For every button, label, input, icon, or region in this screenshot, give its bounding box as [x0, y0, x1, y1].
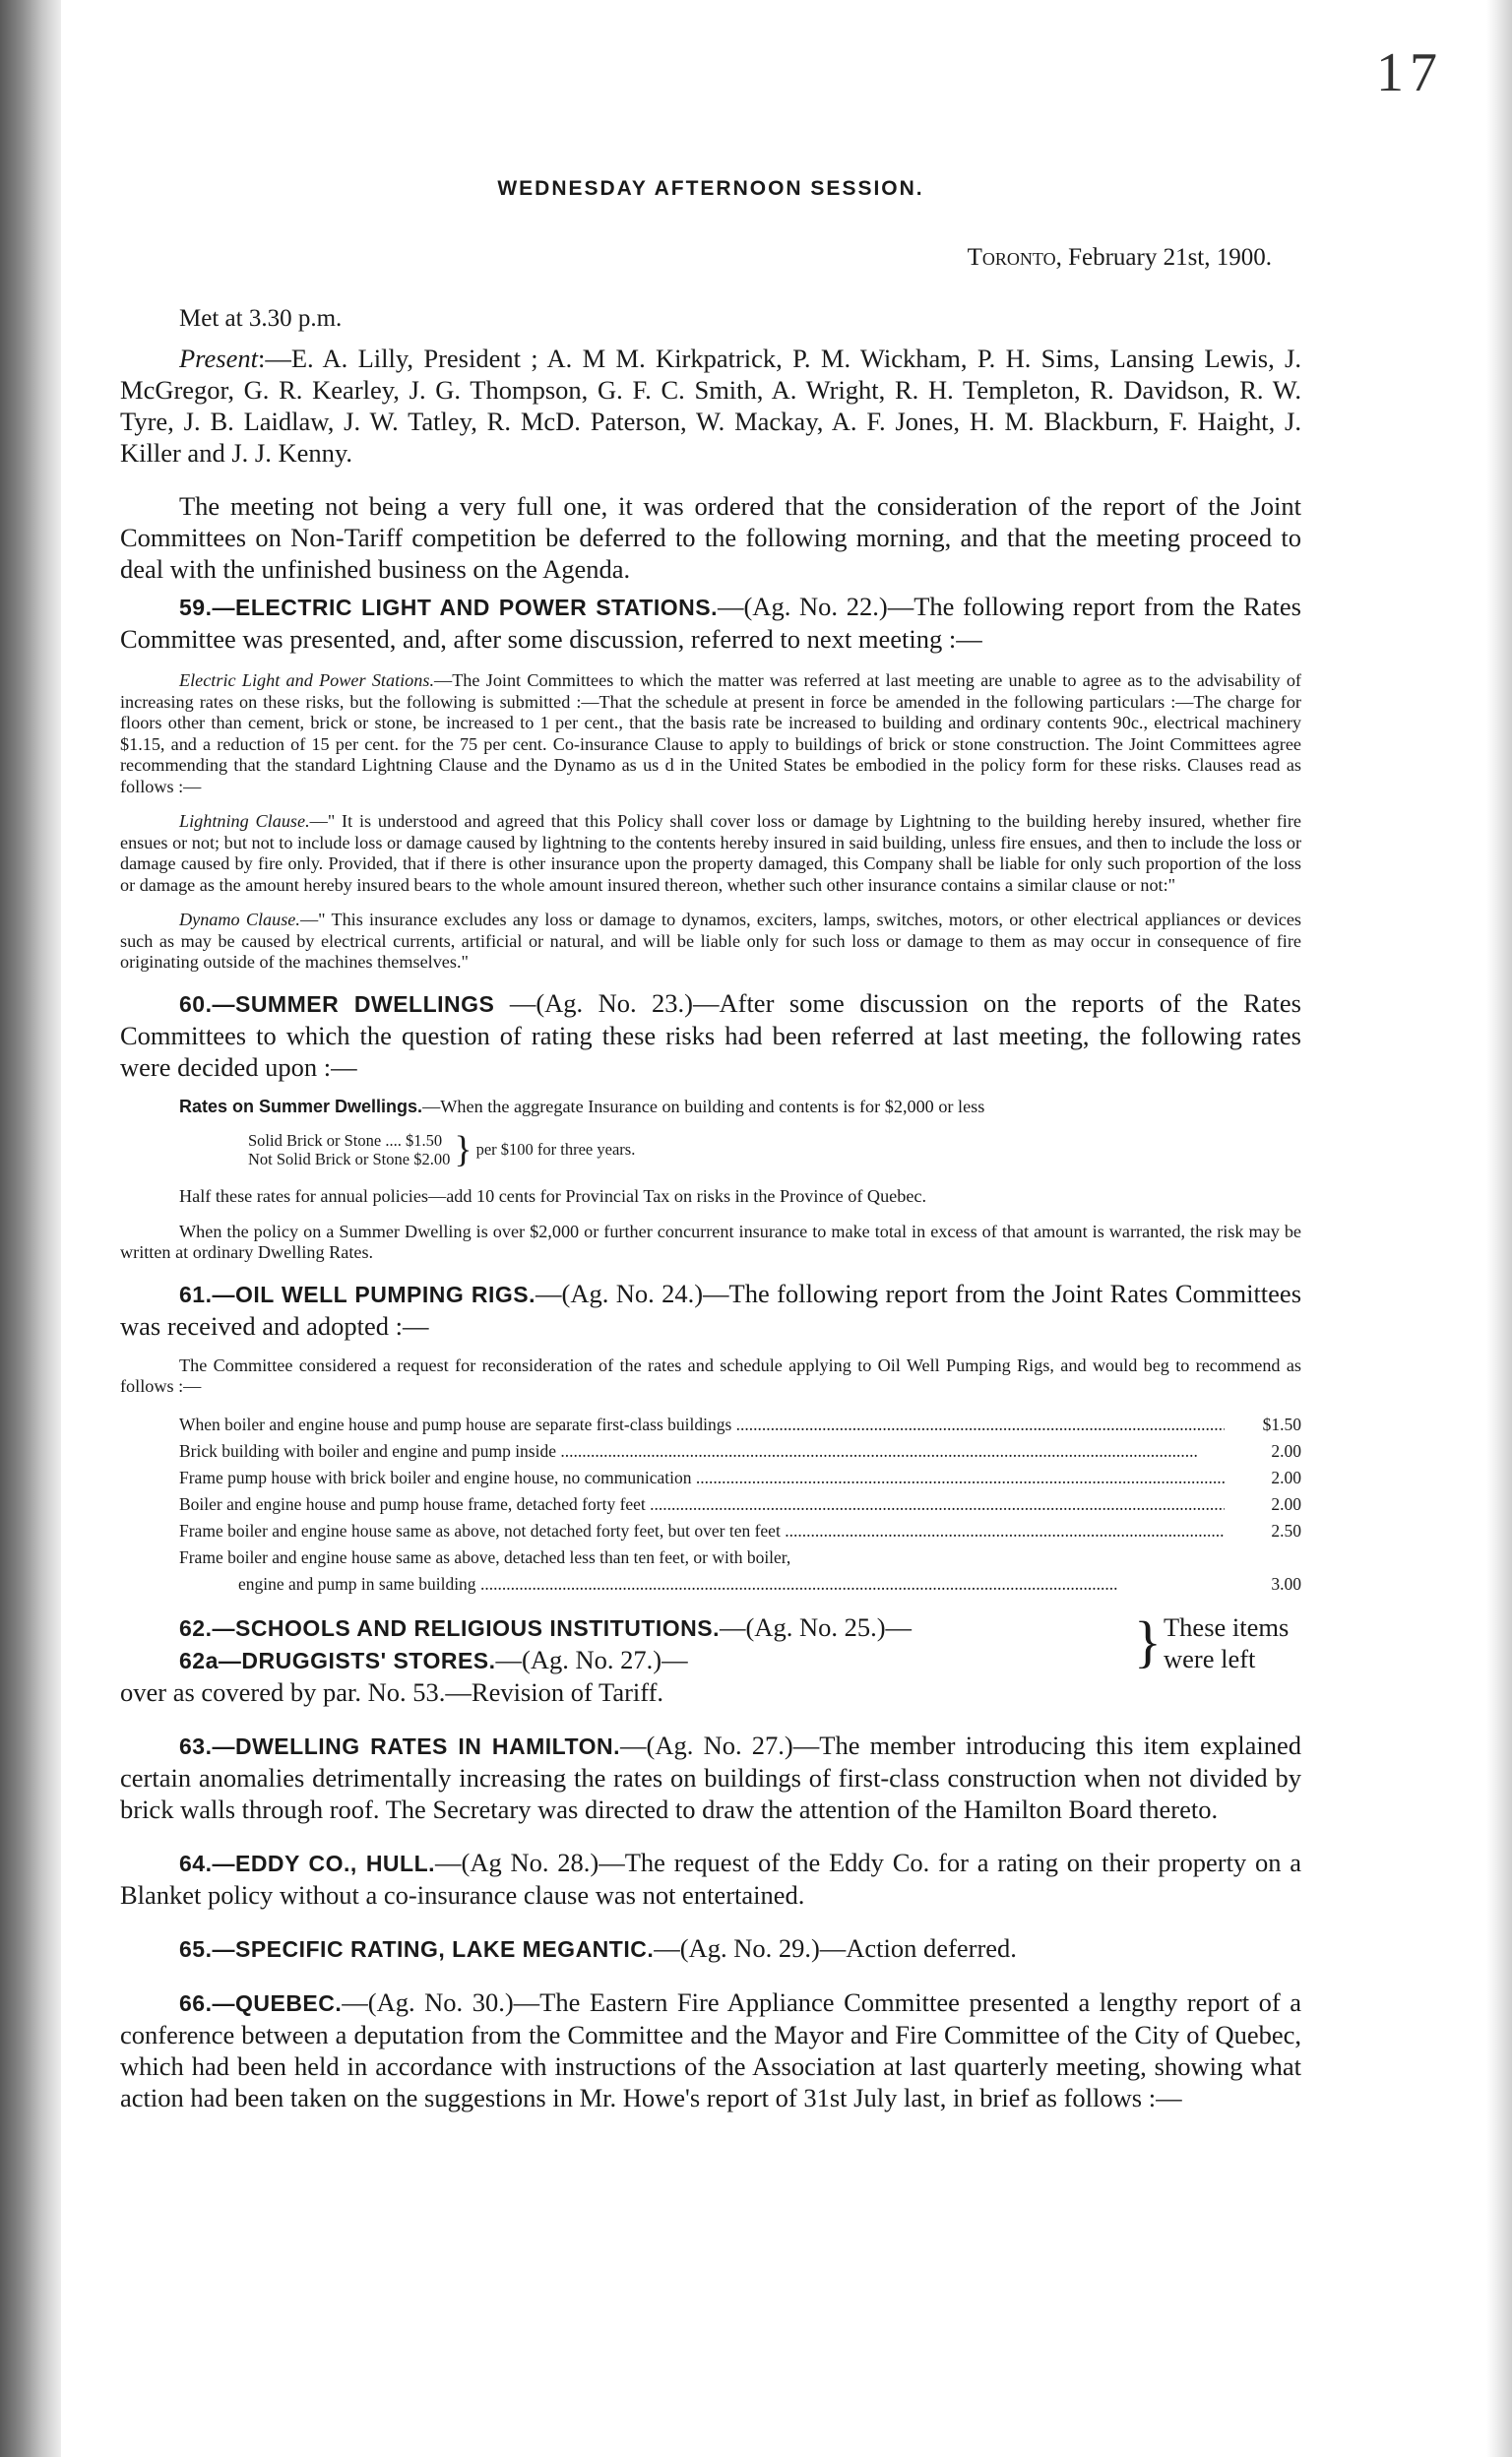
item-62-text: —(Ag. No. 25.)— — [719, 1611, 913, 1642]
list-item-last-line2: engine and pump in same building ..... 3.00 — [179, 1571, 1301, 1598]
item-66-text: —(Ag. No. 30.)—The Eastern Fire Appliance Committee presented a lengthy report of a conference between a deputation from the Committee and the Mayor and Fire Committee of the City of Quebec, which had been held in accordance with instructions of the Association at last quarterly meeting, showing what action had been taken on the suggestions in Mr. Howe's report of 31st July last, in brief as follows :— — [120, 1986, 1301, 2112]
item-62-block — [120, 1608, 1301, 1676]
item-63 — [120, 1730, 1301, 1825]
rate-period: per $100 for three years. — [475, 1140, 636, 1159]
item-65 — [120, 1932, 1301, 1965]
lightning-clause-text: —" It is understood and agreed that this Policy shall cover loss or damage by Lightning to the building hereby insured, whether fire ensues or not; but not to include loss or damage caused by lightning to the contents hereby insured in said building, unless fire ensues, and then to include the loss or damage caused by fire only. Provided, that if there is other insurance upon the property damaged, this Company shall be liable for only such proportion of the loss or damage as the amount hereby insured bears to the whole amount insured thereon, whether such other insurance contains a similar clause or not:" — [120, 811, 1301, 895]
item-61-number: 61. — [179, 1281, 213, 1307]
item-65-text: —(Ag. No. 29.)—Action deferred. — [654, 1932, 1017, 1963]
brace-glyph: } — [1134, 1608, 1162, 1673]
summer-rates-table — [248, 1131, 1301, 1168]
document-page — [120, 177, 1301, 2113]
dateline-place: Toronto — [967, 244, 1056, 271]
item-62a-title: —DRUGGISTS' STORES. — [218, 1647, 496, 1673]
item-63-number: 63. — [179, 1732, 213, 1759]
book-binding-shadow — [0, 0, 61, 2457]
list-item: Frame pump house with brick boiler and engine house, no communication ..... 2.00 — [179, 1465, 1301, 1491]
item-59-report-label: Electric Light and Power Stations. — [179, 670, 434, 690]
item-63-text: —(Ag. No. 27.)—The member introducing this item explained certain anomalies detrimentally increasing the rates on buildings of first-class construction when not divided by brick walls through roof. The Secretary was directed to draw the attention of the Hamilton Board thereto. — [120, 1730, 1301, 1824]
item-61-text: —(Ag. No. 24.)—The following report from the Joint Rates Committees was received and adopted :— — [120, 1278, 1302, 1341]
item-65-number: 65. — [179, 1935, 213, 1962]
rate-solid-brick: Solid Brick or Stone .... $1.50 — [248, 1131, 443, 1150]
page-edge — [1486, 0, 1512, 2457]
item-61 — [120, 1278, 1301, 1342]
item-59-title: —ELECTRIC LIGHT AND POWER STATIONS. — [212, 595, 718, 620]
page-number: 17 — [1376, 42, 1443, 103]
item-62a-text: —(Ag. No. 27.)— — [495, 1644, 688, 1674]
item-60-text: —(Ag. No. 23.)—After some discussion on the reports of the Rates Committees to which the question of rating these risks had been referred at last meeting, the following rates were decided upon :— — [120, 987, 1301, 1082]
half-rates-note: Half these rates for annual policies—add 10 cents for Provincial Tax on risks in the Province of Quebec. — [179, 1186, 927, 1206]
item-59-report-text: —The Joint Committees to which the matter was referred at last meeting are unable to agree as to the advisability of increasing rates on these risks, but the following is submitted :—That the schedule at present in force be amended in the following particulars :—The charge for floors other than cement, brick or stone, be increased to 1 per cent., that the basis rate be increased to building and ordinary contents 90c., electrical machinery $1.15, and a reduction of 15 per cent. for the 75 per cent. Co-insurance Clause to apply to buildings of brick or stone construction. The Joint Committees agree recommending that the standard Lightning Clause and the Dynamo as us d in the United States be embodied in the policy form for these risks. Clauses read as follows :— — [120, 670, 1301, 796]
rate-not-solid-brick: Not Solid Brick or Stone $2.00 — [248, 1150, 451, 1168]
item-66 — [120, 1986, 1301, 2113]
met-at: Met at 3.30 p.m. — [179, 305, 343, 332]
list-item: When boiler and engine house and pump house are separate first-class buildings ..... $1.50 — [179, 1412, 1301, 1438]
present-names: :—E. A. Lilly, President ; A. M M. Kirkpatrick, P. M. Wickham, P. H. Sims, Lansing Lewis, J. McGregor, G. R. Kearley, J. G. Thompson, G. F. C. Smith, A. Wright, R. H. Templeton, R. Davidson, R. W. Tyre, J. B. Laidlaw, J. W. Tatley, R. McD. Paterson, W. Mackay, A. F. Jones, H. M. Blackburn, F. Haight, J. Killer and J. J. Kenny. — [120, 344, 1301, 468]
summer-rates-paragraph — [120, 1097, 1301, 1118]
item-64-title: —EDDY CO., HULL. — [212, 1850, 436, 1876]
list-item: Boiler and engine house and pump house frame, detached forty feet ..... 2.00 — [179, 1491, 1301, 1518]
item-59-report — [120, 670, 1301, 797]
item-59-text: —(Ag. No. 22.)—The following report from the Rates Committee was presented, and, after some discussion, referred to next meeting :— — [120, 592, 1301, 654]
item-62-title: —SCHOOLS AND RELIGIOUS INSTITUTIONS. — [212, 1614, 720, 1641]
dateline-date: , February 21st, 1900. — [1055, 244, 1272, 271]
item-66-number: 66. — [179, 1989, 213, 2016]
dateline — [120, 244, 1272, 272]
list-item: Frame boiler and engine house same as above, not detached forty feet, but over ten feet ..... 2.50 — [179, 1518, 1301, 1544]
dynamo-clause — [120, 910, 1301, 974]
item-62-note-2: were left — [1164, 1643, 1256, 1673]
item-60-number: 60. — [179, 990, 213, 1017]
session-title: WEDNESDAY AFTERNOON SESSION. — [497, 177, 924, 200]
item-64-number: 64. — [179, 1850, 213, 1876]
item-62-number: 62. — [179, 1614, 213, 1641]
lightning-clause-label: Lightning Clause. — [179, 811, 310, 831]
brace-glyph: } — [454, 1129, 472, 1170]
dynamo-clause-text: —" This insurance excludes any loss or damage to dynamos, exciters, lamps, switches, motors, or other electrical appliances or devices such as may be caused by electrical currents, artificial or natural, and will be liable only for such loss or damage to them as may occur in consequence of fire originating outside of the machines themselves." — [120, 910, 1301, 972]
item-60 — [120, 987, 1301, 1083]
item-65-title: —SPECIFIC RATING, LAKE MEGANTIC. — [212, 1935, 655, 1962]
item-62 — [179, 1611, 1134, 1644]
item-59-number: 59. — [179, 595, 213, 620]
item-61-title: —OIL WELL PUMPING RIGS. — [212, 1281, 536, 1307]
present-label: Present — [179, 344, 258, 373]
list-item-last-line1: Frame boiler and engine house same as above, detached less than ten feet, or with boiler, — [179, 1546, 791, 1567]
item-61-report: The Committee considered a request for reconsideration of the rates and schedule applying to Oil Well Pumping Rigs, and would beg to recommend as follows :— — [120, 1354, 1301, 1396]
item-59 — [120, 591, 1301, 655]
item-62-note-1: These items — [1164, 1611, 1290, 1642]
summer-rates-text: —When the aggregate Insurance on building and contents is for $2,000 or less — [422, 1096, 985, 1116]
dynamo-clause-label: Dynamo Clause. — [179, 910, 300, 929]
item-62-tail: over as covered by par. No. 53.—Revision of Tariff. — [120, 1676, 664, 1707]
item-66-title: —QUEBEC. — [212, 1989, 343, 2016]
item-63-title: —DWELLING RATES IN HAMILTON. — [212, 1732, 620, 1759]
over-2000-note: When the policy on a Summer Dwelling is over $2,000 or further concurrent insurance to make total in excess of that amount is warranted, the risk may be written at ordinary Dwelling Rates. — [120, 1221, 1301, 1262]
item-62a-number: 62a — [179, 1647, 219, 1673]
list-item: Brick building with boiler and engine and pump inside ..... 2.00 — [179, 1438, 1301, 1465]
item-64 — [120, 1847, 1301, 1911]
item-60-title: —SUMMER DWELLINGS — [212, 990, 495, 1017]
present-paragraph — [120, 343, 1301, 469]
intro-paragraph: The meeting not being a very full one, it was ordered that the consideration of the report of the Joint Committees on Non-Tariff competition be deferred to the following morning, and that the meeting proceed to deal with the unfinished business on the Agenda. — [120, 491, 1301, 584]
item-62a — [179, 1644, 1134, 1676]
item-64-text: —(Ag No. 28.)—The request of the Eddy Co. for a rating on their property on a Blanket policy without a co-insurance clause was not entertained. — [120, 1847, 1301, 1910]
summer-rates-head: Rates on Summer Dwellings. — [179, 1096, 423, 1116]
oil-rig-rates-list — [179, 1412, 1301, 1598]
lightning-clause — [120, 811, 1301, 896]
